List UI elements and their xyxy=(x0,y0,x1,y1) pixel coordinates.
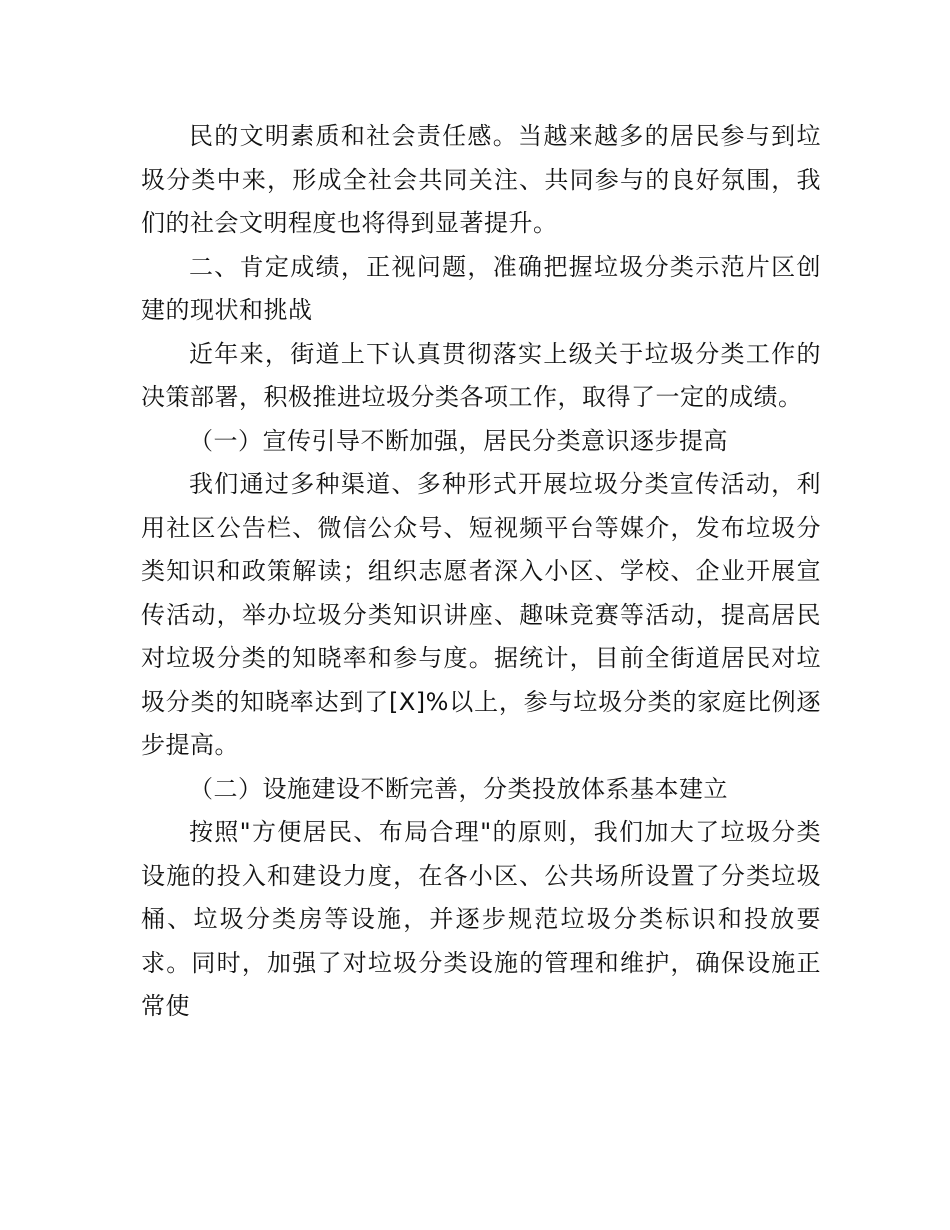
paragraph-civility-intro: 民的文明素质和社会责任感。当越来越多的居民参与到垃圾分类中来，形成全社会共同关注、共同参与的良好氛围，我们的社会文明程度也将得到显著提升。 xyxy=(141,122,821,237)
section-heading-achievements: 二、肯定成绩，正视问题，准确把握垃圾分类示范片区创建的现状和挑战 xyxy=(141,252,821,324)
paragraph-recent-years: 近年来，街道上下认真贯彻落实上级关于垃圾分类工作的决策部署，积极推进垃圾分类各项工作，取得了一定的成绩。 xyxy=(141,339,821,411)
paragraph-facilities-construction: 按照"方便居民、布局合理"的原则，我们加大了垃圾分类设施的投入和建设力度，在各小区、公共场所设置了分类垃圾桶、垃圾分类房等设施，并逐步规范垃圾分类标识和投放要求。同时，加强了对垃圾分类设施的管理和维护，确保设施正常使 xyxy=(141,818,821,1020)
document-body xyxy=(141,115,821,1029)
paragraph-publicity-activities: 我们通过多种渠道、多种形式开展垃圾分类宣传活动，利用社区公告栏、微信公众号、短视频平台等媒介，发布垃圾分类知识和政策解读；组织志愿者深入小区、学校、企业开展宣传活动，举办垃圾分类知识讲座、趣味竞赛等活动，提高居民对垃圾分类的知晓率和参与度。据统计，目前全街道居民对垃圾分类的知晓率达到了[X]%以上，参与垃圾分类的家庭比例逐步提高。 xyxy=(141,470,821,759)
subheading-facilities: （二）设施建设不断完善，分类投放体系基本建立 xyxy=(189,774,728,803)
subheading-publicity: （一）宣传引导不断加强，居民分类意识逐步提高 xyxy=(189,426,728,455)
